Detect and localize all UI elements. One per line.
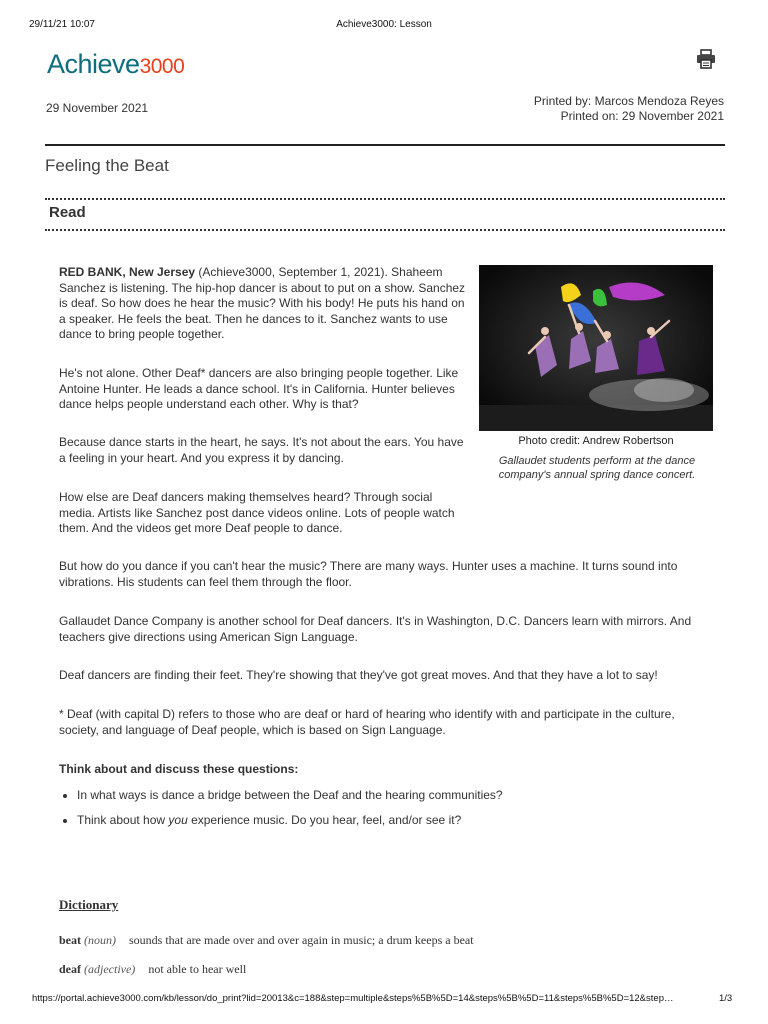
- section-heading: Read: [49, 204, 86, 221]
- lesson-date: 29 November 2021: [46, 101, 149, 115]
- achieve3000-logo[interactable]: [47, 49, 184, 80]
- photo-caption: Gallaudet students perform at the dance company's annual spring dance concert.: [498, 455, 696, 481]
- dictionary-definition: sounds that are made over and over again in music; a drum keeps a beat: [129, 933, 474, 947]
- question-2-post: experience music. Do you hear, feel, and/or see it?: [187, 813, 462, 827]
- dotted-divider-top: [45, 198, 725, 200]
- dictionary-word: beat: [59, 933, 81, 947]
- question-2-pre: Think about how: [77, 813, 169, 827]
- dictionary-pos: (adjective): [84, 962, 136, 976]
- paragraph-4: How else are Deaf dancers making themselves heard? Through social media. Artists like Sanchez post dance videos online. Lots of people watch them. And the videos get more Deaf people to dance.: [59, 490, 455, 535]
- logo-text: Achieve: [47, 49, 140, 79]
- paragraph-3: Because dance starts in the heart, he says. It's not about the ears. You have a feeling in your heart. And you express it by dancing.: [59, 435, 464, 465]
- print-footer-url: https://portal.achieve3000.com/kb/lesson/do_print?lid=20013&c=188&step=multiple&steps%5B%5D=14&steps%5B%5D=11&steps%5B%5D=12&step…: [32, 993, 674, 1004]
- dotted-divider-bottom: [45, 229, 725, 231]
- header-divider: [45, 144, 725, 146]
- dictionary-pos: (noun): [84, 933, 116, 947]
- printer-icon[interactable]: [695, 48, 717, 70]
- dateline: RED BANK, New Jersey: [59, 265, 196, 279]
- printed-by: Printed by: Marcos Mendoza Reyes: [533, 94, 724, 108]
- printed-info: [534, 94, 724, 124]
- dictionary-entry: [59, 933, 474, 948]
- dictionary-entry: [59, 962, 246, 977]
- paragraph-2: He's not alone. Other Deaf* dancers are also bringing people together. Like Antoine Hunter. He leads a dance school. It's in California. Hunter believes dance helps people understand each other. Why is that?: [59, 366, 459, 411]
- dance-photo: [479, 265, 713, 431]
- print-page-number: 1/3: [719, 993, 733, 1004]
- paragraph-1: [59, 265, 469, 343]
- print-datetime: 29/11/21 10:07: [29, 19, 95, 30]
- paragraph-7: Deaf dancers are finding their feet. They're showing that they've got great moves. And that they have a lot to say!: [59, 668, 658, 682]
- dictionary-definition: not able to hear well: [148, 962, 247, 976]
- print-page-title: Achieve3000: Lesson: [336, 19, 432, 30]
- question-2-emphasis: you: [168, 813, 188, 827]
- article-title: Feeling the Beat: [45, 156, 169, 175]
- paragraph-1-text: (Achieve3000, September 1, 2021). Shaheem Sanchez is listening. The hip-hop dancer is about to put on a show. Sanchez is deaf. So how does he hear the music? With his body! He puts his hand on a speaker. He feels the beat. Then he dances to it. Sanchez wants to use dance to bring people together.: [59, 265, 466, 341]
- questions-heading: Think about and discuss these questions:: [59, 762, 299, 776]
- paragraph-6: Gallaudet Dance Company is another school for Deaf dancers. It's in Washington, D.C. Dancers learn with mirrors. And teachers give directions using American Sign Language.: [59, 614, 692, 644]
- paragraph-5: But how do you dance if you can't hear the music? There are many ways. Hunter uses a machine. It turns sound into vibrations. His students can feel them through the floor.: [59, 559, 678, 589]
- footnote: * Deaf (with capital D) refers to those who are deaf or hard of hearing who identify with and participate in the culture, society, and language of Deaf people, which is based on Sign Language.: [59, 707, 675, 737]
- photo-credit: Photo credit: Andrew Robertson: [518, 435, 674, 447]
- printed-on: Printed on: 29 November 2021: [560, 109, 724, 123]
- question-2: [77, 813, 717, 828]
- dictionary-heading: Dictionary: [59, 897, 119, 912]
- logo-number: 3000: [139, 55, 185, 78]
- question-1: • In what ways is dance a bridge between the Deaf and the hearing communities?: [77, 788, 717, 803]
- dictionary-word: deaf: [59, 962, 81, 976]
- questions-list: [59, 788, 717, 838]
